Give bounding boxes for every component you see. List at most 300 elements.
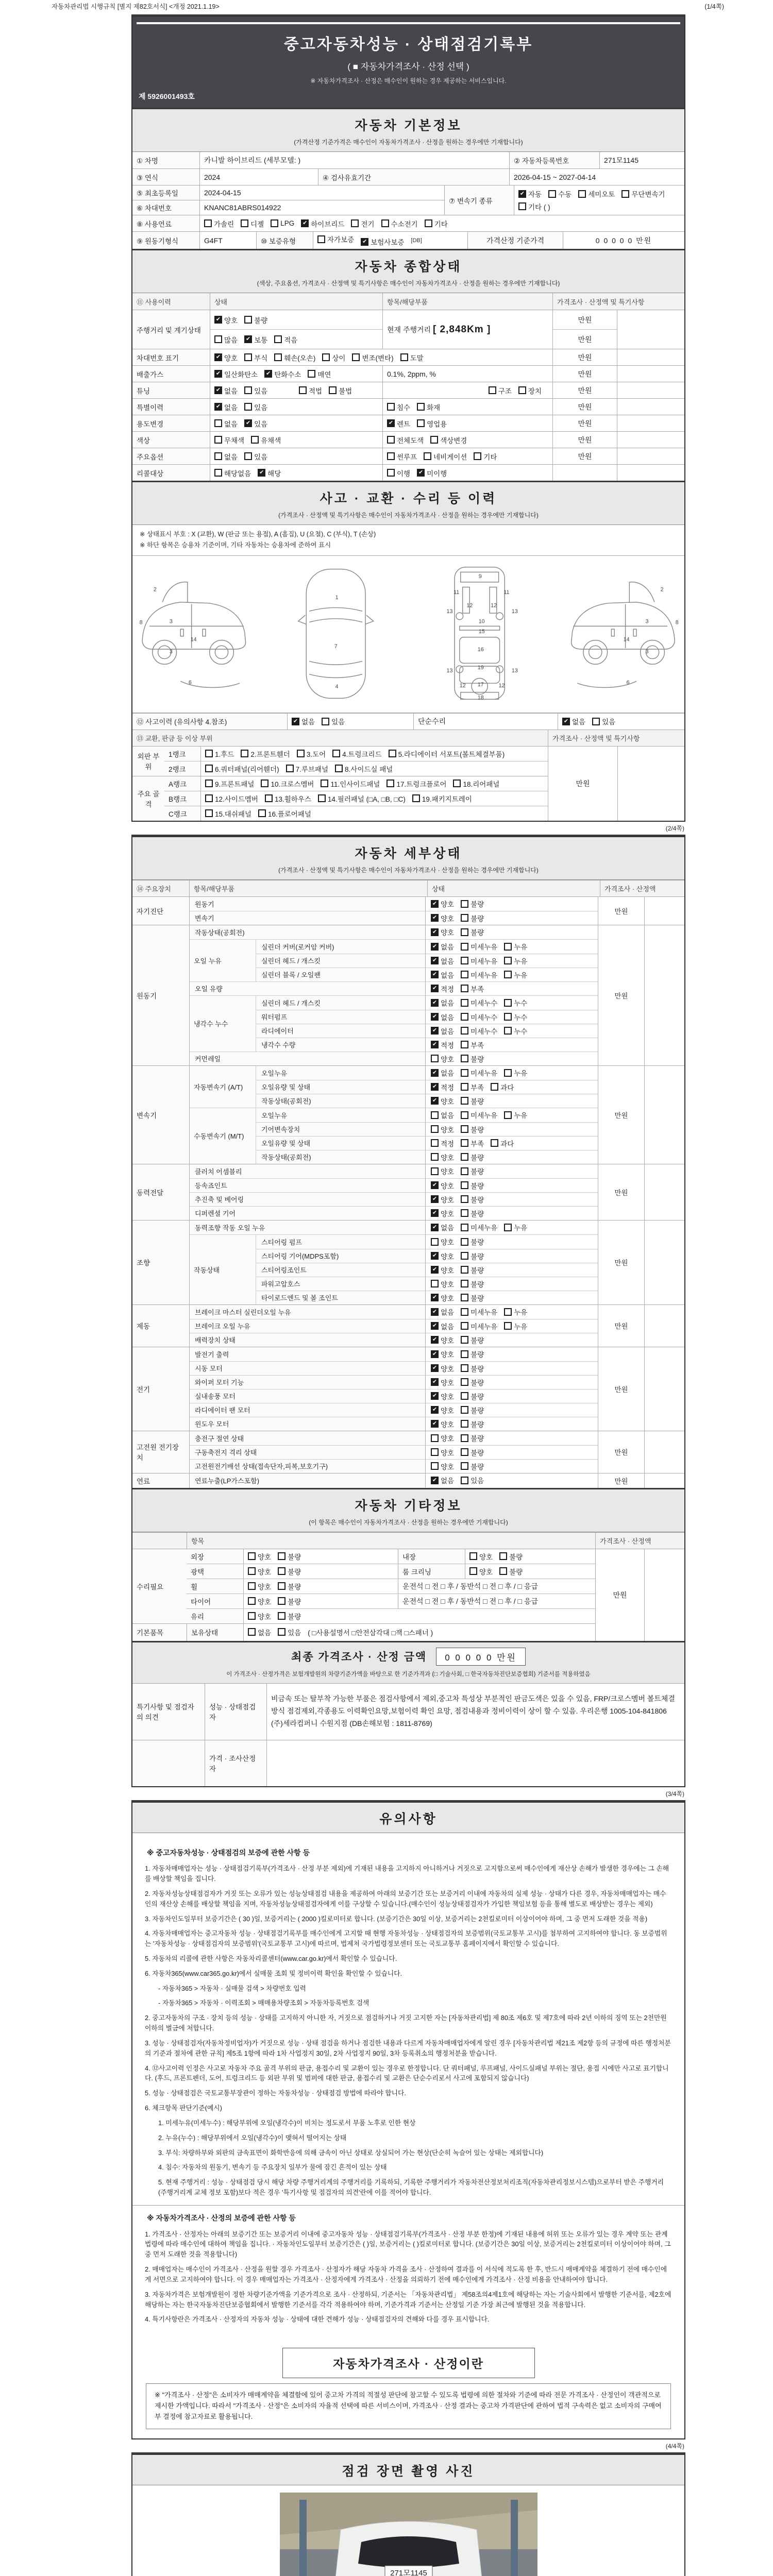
option-label: 부족 <box>470 1083 484 1092</box>
unchecked-checkbox-icon[interactable] <box>265 794 273 802</box>
mileage-value: [ 2,848Km ] <box>432 324 491 335</box>
notice-item: - 자동차365 > 자동차 · 실매물 검색 > 차량번호 입력 <box>158 1984 306 1992</box>
option-label: 불량 <box>254 316 268 325</box>
unchecked-checkbox-icon[interactable] <box>621 190 629 198</box>
checkbox-option <box>271 219 294 227</box>
unchecked-checkbox-icon[interactable] <box>431 1139 439 1147</box>
unchecked-checkbox-icon[interactable] <box>241 219 248 227</box>
detail-row <box>190 1206 598 1220</box>
checkbox-option <box>214 435 244 445</box>
unchecked-checkbox-icon[interactable] <box>461 1209 468 1217</box>
unchecked-checkbox-icon[interactable] <box>461 1252 468 1260</box>
unchecked-checkbox-icon[interactable] <box>322 353 330 361</box>
unchecked-checkbox-icon[interactable] <box>491 1139 498 1147</box>
unchecked-checkbox-icon[interactable] <box>461 985 468 992</box>
detail-row <box>190 1417 598 1431</box>
unchecked-checkbox-icon[interactable] <box>278 1582 285 1590</box>
option-label: 하이브리드 <box>311 220 345 228</box>
checked-checkbox-icon[interactable]: ✔ <box>214 316 222 324</box>
unchecked-checkbox-icon[interactable] <box>278 1597 285 1605</box>
unchecked-checkbox-icon[interactable] <box>504 1013 512 1021</box>
detail-row <box>190 925 598 939</box>
checked-checkbox-icon[interactable]: ✔ <box>431 985 439 992</box>
option-label: 적정 <box>441 1083 455 1092</box>
unchecked-checkbox-icon[interactable] <box>461 1097 468 1105</box>
table-row <box>132 168 684 185</box>
detail-state-options <box>425 1347 598 1361</box>
unchecked-checkbox-icon[interactable] <box>469 1552 477 1560</box>
unchecked-checkbox-icon[interactable] <box>461 1083 468 1091</box>
checked-checkbox-icon[interactable]: ✔ <box>431 928 439 936</box>
unchecked-checkbox-icon[interactable] <box>417 419 425 427</box>
checked-checkbox-icon[interactable]: ✔ <box>214 386 222 394</box>
checkbox-option <box>461 1124 484 1134</box>
unchecked-checkbox-icon[interactable] <box>332 750 340 757</box>
checked-checkbox-icon[interactable]: ✔ <box>431 1069 439 1077</box>
unchecked-checkbox-icon[interactable] <box>299 386 307 394</box>
checked-checkbox-icon[interactable]: ✔ <box>264 370 272 378</box>
unchecked-checkbox-icon[interactable] <box>504 1111 512 1119</box>
unchecked-checkbox-icon[interactable] <box>389 750 396 757</box>
unchecked-checkbox-icon[interactable] <box>278 1628 285 1636</box>
unchecked-checkbox-icon[interactable] <box>278 1567 285 1575</box>
unchecked-checkbox-icon[interactable] <box>461 1013 468 1021</box>
unchecked-checkbox-icon[interactable] <box>417 403 425 411</box>
valid-value: 2026-04-15 ~ 2027-04-14 <box>509 169 684 185</box>
unchecked-checkbox-icon[interactable] <box>461 1420 468 1428</box>
detail-item-label: 브레이크 마스터 실린더오일 누유 <box>190 1305 425 1319</box>
option-label: 6.쿼터패널(리어휀더) <box>215 765 279 773</box>
detail-state-options <box>425 1164 598 1178</box>
unchecked-checkbox-icon[interactable] <box>424 452 431 460</box>
unchecked-checkbox-icon[interactable] <box>244 403 252 411</box>
unchecked-checkbox-icon[interactable] <box>387 436 395 444</box>
detail-item-label: 라디에이터 <box>256 1024 425 1038</box>
unchecked-checkbox-icon[interactable] <box>474 452 481 460</box>
unchecked-checkbox-icon[interactable] <box>431 1153 439 1161</box>
checked-checkbox-icon[interactable]: ✔ <box>431 1027 439 1035</box>
unchecked-checkbox-icon[interactable] <box>387 452 395 460</box>
checkbox-option <box>461 984 484 994</box>
unchecked-checkbox-icon[interactable] <box>469 1567 477 1575</box>
unchecked-checkbox-icon[interactable] <box>489 386 496 394</box>
unchecked-checkbox-icon[interactable] <box>321 779 328 787</box>
detail-item-label: 연료누출(LP가스포함) <box>190 1473 425 1487</box>
checked-checkbox-icon[interactable]: ✔ <box>431 999 439 1007</box>
detail-price-unit: 만원 <box>598 1305 644 1347</box>
detail-state-options <box>425 1305 598 1319</box>
detail-row <box>190 1361 598 1375</box>
checkbox-option <box>412 793 472 804</box>
unchecked-checkbox-icon[interactable] <box>461 1111 468 1119</box>
unchecked-checkbox-icon[interactable] <box>491 1083 498 1091</box>
unchecked-checkbox-icon[interactable] <box>461 1294 468 1301</box>
detail-price-unit: 만원 <box>598 1164 644 1220</box>
option-label: 부족 <box>470 985 484 993</box>
unchecked-checkbox-icon[interactable] <box>244 353 252 361</box>
unchecked-checkbox-icon[interactable] <box>504 1322 512 1330</box>
unchecked-checkbox-icon[interactable] <box>205 809 213 817</box>
detail-row <box>256 968 598 981</box>
checkbox-option <box>504 1110 527 1120</box>
unchecked-checkbox-icon[interactable] <box>461 1364 468 1372</box>
detail-price-unit: 만원 <box>598 1431 644 1473</box>
checked-checkbox-icon[interactable]: ✔ <box>387 419 395 427</box>
unchecked-checkbox-icon[interactable] <box>274 335 282 343</box>
unchecked-checkbox-icon[interactable] <box>504 1027 512 1035</box>
checked-checkbox-icon[interactable]: ✔ <box>431 1209 439 1217</box>
checked-checkbox-icon[interactable]: ✔ <box>431 914 439 922</box>
unchecked-checkbox-icon[interactable] <box>351 219 359 227</box>
rankC-options <box>200 806 548 821</box>
unchecked-checkbox-icon[interactable] <box>322 718 329 725</box>
unchecked-checkbox-icon[interactable] <box>431 1462 439 1470</box>
unchecked-checkbox-icon[interactable] <box>214 419 222 427</box>
unchecked-checkbox-icon[interactable] <box>504 999 512 1007</box>
base-price-value: 0 0 0 0 0 만원 <box>563 232 684 249</box>
unchecked-checkbox-icon[interactable] <box>335 765 343 772</box>
emission-values: 0.1%, 2ppm, % <box>382 366 552 382</box>
option-label: 양호 <box>441 1449 455 1457</box>
detail-item-label: 와이퍼 모터 기능 <box>190 1376 425 1389</box>
unchecked-checkbox-icon[interactable] <box>461 1181 468 1189</box>
unchecked-checkbox-icon[interactable] <box>499 1567 507 1575</box>
unchecked-checkbox-icon[interactable] <box>461 1125 468 1133</box>
checkbox-option <box>504 1222 527 1232</box>
unchecked-checkbox-icon[interactable] <box>461 1336 468 1344</box>
checkbox-option <box>461 1433 484 1443</box>
checked-checkbox-icon[interactable]: ✔ <box>244 335 252 343</box>
glass-label: 유리 <box>187 1609 243 1623</box>
detail-price-unit: 만원 <box>598 1347 644 1431</box>
unchecked-checkbox-icon[interactable] <box>431 1238 439 1246</box>
checked-checkbox-icon[interactable]: ✔ <box>431 900 439 908</box>
col-state: 상태 <box>210 293 382 310</box>
detail-item-label: 충전구 절연 상태 <box>190 1431 425 1445</box>
holding-detail: ( □사용설명서 □안전삼각대 □잭 □스패너 ) <box>308 1629 433 1637</box>
checked-checkbox-icon[interactable]: ✔ <box>562 718 570 725</box>
unchecked-checkbox-icon[interactable] <box>504 1224 512 1231</box>
unchecked-checkbox-icon[interactable] <box>205 750 213 757</box>
unchecked-checkbox-icon[interactable] <box>461 943 468 951</box>
option-label: 변조(변타) <box>362 354 394 362</box>
vin-row <box>132 200 444 215</box>
unchecked-checkbox-icon[interactable] <box>248 1567 256 1575</box>
unchecked-checkbox-icon[interactable] <box>248 1628 256 1636</box>
unchecked-checkbox-icon[interactable] <box>461 1308 468 1316</box>
checkbox-option <box>461 1054 484 1064</box>
unchecked-checkbox-icon[interactable] <box>248 1612 256 1620</box>
unchecked-checkbox-icon[interactable] <box>461 900 468 908</box>
checked-checkbox-icon[interactable]: ✔ <box>431 971 439 978</box>
unchecked-checkbox-icon[interactable] <box>317 235 325 243</box>
unchecked-checkbox-icon[interactable] <box>381 219 389 227</box>
diagram-part-number: 12 <box>498 682 505 689</box>
unchecked-checkbox-icon[interactable] <box>278 1552 285 1560</box>
unchecked-checkbox-icon[interactable] <box>241 750 248 757</box>
checkbox-option <box>205 808 251 819</box>
checkbox-option <box>461 1405 484 1415</box>
unchecked-checkbox-icon[interactable] <box>548 190 556 198</box>
unchecked-checkbox-icon[interactable] <box>461 1462 468 1470</box>
checkbox-option <box>431 1307 454 1317</box>
unchecked-checkbox-icon[interactable] <box>461 1224 468 1231</box>
unchecked-checkbox-icon[interactable] <box>461 1069 468 1077</box>
unchecked-checkbox-icon[interactable] <box>387 469 395 477</box>
unchecked-checkbox-icon[interactable] <box>461 914 468 922</box>
unchecked-checkbox-icon[interactable] <box>461 1350 468 1358</box>
unchecked-checkbox-icon[interactable] <box>461 1195 468 1203</box>
detail-state-options <box>425 1277 598 1291</box>
checked-checkbox-icon[interactable]: ✔ <box>431 1097 439 1105</box>
checked-checkbox-icon[interactable]: ✔ <box>431 1336 439 1344</box>
unchecked-checkbox-icon[interactable] <box>504 943 512 951</box>
unchecked-checkbox-icon[interactable] <box>278 1612 285 1620</box>
section-basic-title: 자동차 기본정보 <box>355 118 462 133</box>
checkbox-option <box>461 1251 484 1261</box>
page-mark-3: (3/4쪽) <box>665 1790 684 1798</box>
checkbox-option <box>241 749 290 759</box>
checked-checkbox-icon[interactable]: ✔ <box>361 238 368 246</box>
unchecked-checkbox-icon[interactable] <box>461 1238 468 1246</box>
unchecked-checkbox-icon[interactable] <box>431 1167 439 1175</box>
unchecked-checkbox-icon[interactable] <box>387 403 395 411</box>
checkbox-option <box>504 1026 527 1036</box>
unchecked-checkbox-icon[interactable] <box>431 1448 439 1456</box>
detail-item-label: 오일유량 및 상태 <box>256 1137 425 1150</box>
checkbox-option <box>491 1138 514 1148</box>
checked-checkbox-icon[interactable]: ✔ <box>214 370 222 378</box>
detail-item-label: 오일누유 <box>256 1108 425 1122</box>
unchecked-checkbox-icon[interactable] <box>244 316 252 324</box>
checkbox-option <box>387 451 417 462</box>
checked-checkbox-icon[interactable]: ✔ <box>431 1308 439 1316</box>
unchecked-checkbox-icon[interactable] <box>504 1308 512 1316</box>
unchecked-checkbox-icon[interactable] <box>461 957 468 964</box>
unchecked-checkbox-icon[interactable] <box>400 353 408 361</box>
unchecked-checkbox-icon[interactable] <box>461 928 468 936</box>
checkbox-option <box>431 1180 454 1191</box>
checked-checkbox-icon[interactable]: ✔ <box>518 190 526 198</box>
unchecked-checkbox-icon[interactable] <box>499 1552 507 1560</box>
unchecked-checkbox-icon[interactable] <box>214 469 222 477</box>
unchecked-checkbox-icon[interactable] <box>453 779 461 787</box>
unchecked-checkbox-icon[interactable] <box>461 1392 468 1400</box>
checked-checkbox-icon[interactable]: ✔ <box>431 1252 439 1260</box>
unchecked-checkbox-icon[interactable] <box>461 1448 468 1456</box>
unchecked-checkbox-icon[interactable] <box>461 1477 468 1484</box>
checked-checkbox-icon[interactable]: ✔ <box>431 1224 439 1231</box>
cleaning-options <box>465 1564 595 1579</box>
checkbox-option <box>461 1419 484 1429</box>
option-label: 탄화수소 <box>274 370 301 379</box>
checkbox-option <box>244 334 267 345</box>
detail-row <box>256 996 598 1010</box>
tuning-legal-options <box>295 382 382 398</box>
unchecked-checkbox-icon[interactable] <box>214 436 222 444</box>
unchecked-checkbox-icon[interactable] <box>205 794 213 802</box>
checked-checkbox-icon[interactable]: ✔ <box>292 718 299 725</box>
unchecked-checkbox-icon[interactable] <box>461 1055 468 1062</box>
checked-checkbox-icon[interactable]: ✔ <box>431 1392 439 1400</box>
checkbox-option <box>431 1067 454 1078</box>
unchecked-checkbox-icon[interactable] <box>431 1111 439 1119</box>
unchecked-checkbox-icon[interactable] <box>271 219 278 227</box>
section-etc-subtitle: (이 항목은 매수인이 자동차가격조사 · 산정을 원하는 경우에만 기재합니다) <box>309 1518 508 1526</box>
unchecked-checkbox-icon[interactable] <box>461 1378 468 1386</box>
checkbox-option <box>214 451 238 462</box>
option-label: 있음 <box>331 718 345 726</box>
unchecked-checkbox-icon[interactable] <box>308 370 315 378</box>
checked-checkbox-icon[interactable]: ✔ <box>431 1378 439 1386</box>
car-diagrams <box>132 556 684 713</box>
unchecked-checkbox-icon[interactable] <box>412 794 420 802</box>
checkbox-option <box>258 808 311 819</box>
unchecked-checkbox-icon[interactable] <box>461 1322 468 1330</box>
checked-checkbox-icon[interactable]: ✔ <box>431 1195 439 1203</box>
overall-table <box>132 293 684 481</box>
detail-item-label: 배력장치 상태 <box>190 1333 425 1347</box>
checkbox-option <box>248 1551 271 1562</box>
unchecked-checkbox-icon[interactable] <box>461 1041 468 1048</box>
option-label: 양호 <box>441 914 455 923</box>
option-label: 양호 <box>441 1182 455 1190</box>
checked-checkbox-icon[interactable]: ✔ <box>244 419 252 427</box>
unchecked-checkbox-icon[interactable] <box>248 1582 256 1590</box>
unchecked-checkbox-icon[interactable] <box>431 1055 439 1062</box>
unchecked-checkbox-icon[interactable] <box>204 219 212 227</box>
diagram-part-number: 8 <box>675 619 679 626</box>
unchecked-checkbox-icon[interactable] <box>251 436 259 444</box>
unchecked-checkbox-icon[interactable] <box>258 809 266 817</box>
recall-kind-options <box>382 465 552 481</box>
checked-checkbox-icon[interactable]: ✔ <box>431 1083 439 1091</box>
checkbox-option <box>278 1551 301 1562</box>
checkbox-option <box>431 1321 454 1331</box>
interior-options <box>465 1549 595 1564</box>
unchecked-checkbox-icon[interactable] <box>352 353 360 361</box>
option-label: 17.트렁크플로어 <box>396 780 447 788</box>
checked-checkbox-icon[interactable]: ✔ <box>431 1041 439 1048</box>
checked-checkbox-icon[interactable]: ✔ <box>431 1322 439 1330</box>
detail-row <box>190 1192 598 1206</box>
checked-checkbox-icon[interactable]: ✔ <box>431 1364 439 1372</box>
unchecked-checkbox-icon[interactable] <box>318 794 326 802</box>
unchecked-checkbox-icon[interactable] <box>518 202 526 210</box>
checked-checkbox-icon[interactable]: ✔ <box>214 403 222 411</box>
detail-row <box>256 1277 598 1291</box>
option-label: 수동 <box>558 191 572 199</box>
rankA-options <box>200 776 548 791</box>
unchecked-checkbox-icon[interactable] <box>205 765 213 772</box>
unchecked-checkbox-icon[interactable] <box>244 452 252 460</box>
accident-history-label: ⑫ 사고이력 (유의사항 4.참조) <box>132 714 287 730</box>
checked-checkbox-icon[interactable]: ✔ <box>417 469 425 477</box>
unchecked-checkbox-icon[interactable] <box>461 999 468 1007</box>
checkbox-option <box>491 1082 514 1092</box>
unchecked-checkbox-icon[interactable] <box>592 718 600 725</box>
detail-state-options <box>425 1038 598 1052</box>
checked-checkbox-icon[interactable]: ✔ <box>431 1294 439 1301</box>
option-label: 10.크로스멤버 <box>271 780 314 788</box>
unchecked-checkbox-icon[interactable] <box>386 779 394 787</box>
unchecked-checkbox-icon[interactable] <box>431 1434 439 1442</box>
table-row <box>132 231 684 249</box>
unchecked-checkbox-icon[interactable] <box>214 335 222 343</box>
checked-checkbox-icon[interactable]: ✔ <box>431 1406 439 1414</box>
checked-checkbox-icon[interactable]: ✔ <box>431 1181 439 1189</box>
unchecked-checkbox-icon[interactable] <box>461 1153 468 1161</box>
detail-state-options <box>425 996 598 1010</box>
unchecked-checkbox-icon[interactable] <box>461 1139 468 1147</box>
unchecked-checkbox-icon[interactable] <box>461 1434 468 1442</box>
unchecked-checkbox-icon[interactable] <box>205 779 213 787</box>
year-value: 2024 <box>199 169 318 185</box>
unchecked-checkbox-icon[interactable] <box>504 957 512 964</box>
option-label: 미세누유 <box>470 1323 498 1331</box>
unchecked-checkbox-icon[interactable] <box>297 750 305 757</box>
detail-row <box>190 1333 598 1347</box>
unchecked-checkbox-icon[interactable] <box>274 353 282 361</box>
unchecked-checkbox-icon[interactable] <box>248 1597 256 1605</box>
option-label: 불량 <box>470 1393 484 1401</box>
checked-checkbox-icon[interactable]: ✔ <box>431 1013 439 1021</box>
holding-opts-inline <box>248 1627 308 1638</box>
option-label: 양호 <box>258 1568 272 1576</box>
option-label: 양호 <box>258 1553 272 1561</box>
checkbox-option <box>499 1566 523 1577</box>
checked-checkbox-icon[interactable]: ✔ <box>431 1420 439 1428</box>
unchecked-checkbox-icon[interactable] <box>248 1552 256 1560</box>
unchecked-checkbox-icon[interactable] <box>214 452 222 460</box>
checked-checkbox-icon[interactable]: ✔ <box>431 1266 439 1274</box>
unchecked-checkbox-icon[interactable] <box>431 1280 439 1287</box>
unchecked-checkbox-icon[interactable] <box>461 1167 468 1175</box>
checkbox-option <box>499 1551 523 1562</box>
diagram-part-number: 18 <box>477 694 484 701</box>
unchecked-checkbox-icon[interactable] <box>504 1069 512 1077</box>
unchecked-checkbox-icon[interactable] <box>244 386 252 394</box>
checked-checkbox-icon[interactable]: ✔ <box>258 469 265 477</box>
unchecked-checkbox-icon[interactable] <box>461 971 468 978</box>
unchecked-checkbox-icon[interactable] <box>461 1280 468 1287</box>
checked-checkbox-icon[interactable]: ✔ <box>214 353 222 361</box>
unchecked-checkbox-icon[interactable] <box>425 219 432 227</box>
special-label: 특별이력 <box>132 399 210 415</box>
unchecked-checkbox-icon[interactable] <box>504 971 512 978</box>
unchecked-checkbox-icon[interactable] <box>261 779 268 787</box>
checked-checkbox-icon[interactable]: ✔ <box>431 1477 439 1484</box>
unchecked-checkbox-icon[interactable] <box>431 1125 439 1133</box>
unchecked-checkbox-icon[interactable] <box>461 1027 468 1035</box>
unchecked-checkbox-icon[interactable] <box>461 1266 468 1274</box>
checked-checkbox-icon[interactable]: ✔ <box>431 943 439 951</box>
unchecked-checkbox-icon[interactable] <box>329 386 337 394</box>
option-label: 1.후드 <box>215 750 234 758</box>
unchecked-checkbox-icon[interactable] <box>286 765 294 772</box>
table-row <box>132 215 684 231</box>
unchecked-checkbox-icon[interactable] <box>578 190 586 198</box>
unchecked-checkbox-icon[interactable] <box>518 386 526 394</box>
checked-checkbox-icon[interactable]: ✔ <box>301 219 309 227</box>
option-label: 양호 <box>258 1598 272 1606</box>
checked-checkbox-icon[interactable]: ✔ <box>431 1350 439 1358</box>
option-label: 적정 <box>441 1140 455 1148</box>
checked-checkbox-icon[interactable]: ✔ <box>431 957 439 964</box>
option-label: 부족 <box>470 1140 484 1148</box>
unchecked-checkbox-icon[interactable] <box>430 436 438 444</box>
unchecked-checkbox-icon[interactable] <box>461 1406 468 1414</box>
